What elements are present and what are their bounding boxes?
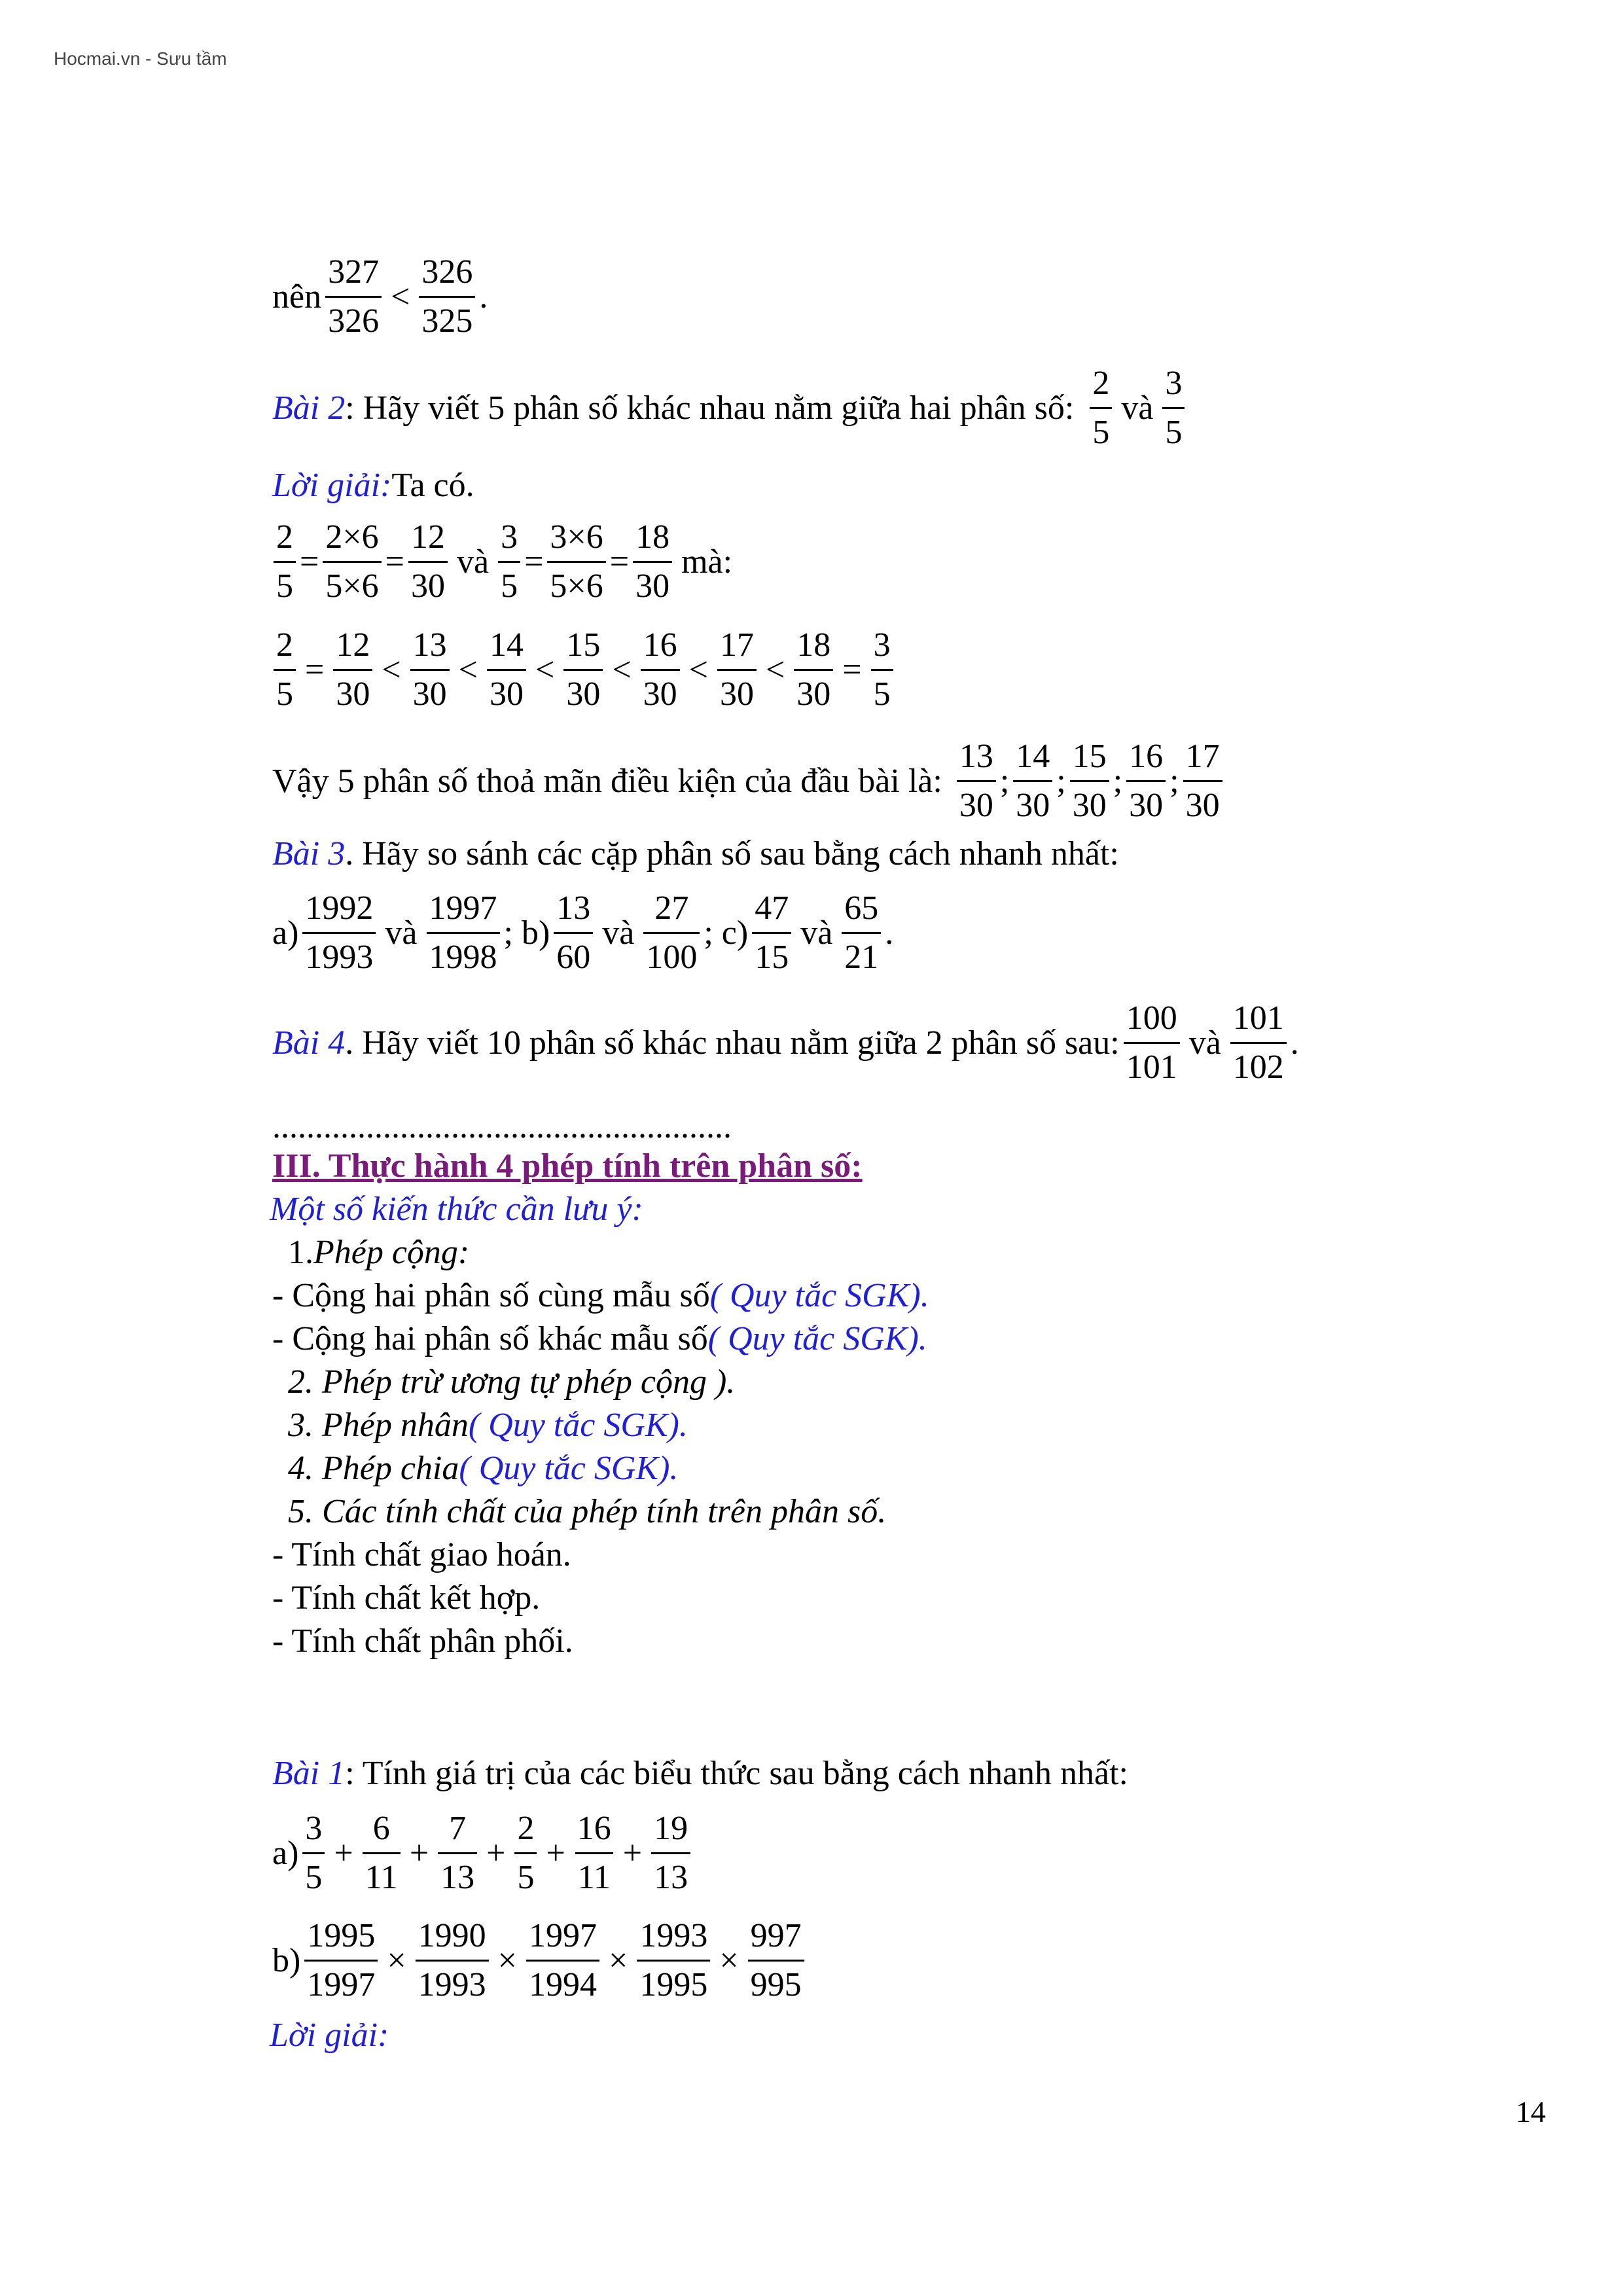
- rule-item: - Cộng hai phân số cùng mẫu số ( Quy tắc SGK).: [272, 1277, 929, 1314]
- fraction: $\frac{14}{30}$: [1013, 740, 1052, 823]
- fraction: $\frac{3}{5}$: [498, 520, 520, 603]
- fraction: $\frac{18}{30}$: [794, 628, 833, 711]
- intro-text: nên: [272, 278, 322, 315]
- fraction: $\frac{18}{30}$: [633, 520, 672, 603]
- conclusion-line: Vậy 5 phân số thoả mãn điều kiện của đầu bài là: $\frac{13}{30}$ ; $\frac{14}{30}$ ; $\frac{15}{30}$ ; $\frac{16}{30}$ ; $\frac{17}{30}$: [272, 740, 1226, 823]
- operator: ×: [387, 1942, 406, 1979]
- operator: ×: [719, 1942, 739, 1979]
- exercise-label: Bài 2: [272, 389, 346, 427]
- solution-label: Lời giải:: [272, 467, 392, 504]
- operator: <: [382, 651, 401, 689]
- fraction: $\frac{15}{30}$: [563, 628, 603, 711]
- fraction: $\frac{7}{13}$: [438, 1812, 477, 1895]
- fraction: $\frac{3}{5}$: [302, 1812, 325, 1895]
- operator: <: [765, 651, 785, 689]
- fraction: $\frac{3}{5}$: [871, 628, 893, 711]
- exercise-text: : Hãy viết 5 phân số khác nhau nằm giữa hai phân số:: [345, 389, 1075, 427]
- operator: <: [688, 651, 708, 689]
- fraction: $\frac{1992}{1993}$: [302, 891, 376, 975]
- conjunction: và: [1121, 389, 1154, 427]
- operator: =: [842, 651, 862, 689]
- fraction: $\frac{2}{5}$: [274, 520, 296, 603]
- operator: <: [391, 278, 410, 315]
- operator: <: [458, 651, 478, 689]
- fraction: $\frac{65}{21}$: [842, 891, 881, 975]
- rule-item: 1. Phép cộng:: [288, 1234, 470, 1271]
- exercise-1-line: [272, 1754, 1128, 1793]
- conclusion-text: Vậy 5 phân số thoả mãn điều kiện của đầu bài là:: [272, 762, 942, 800]
- rule-item: 4. Phép chia ( Quy tắc SGK).: [288, 1450, 679, 1487]
- rule-item: - Tính chất phân phối.: [272, 1623, 573, 1660]
- fraction: $\frac{12}{30}$: [408, 520, 448, 603]
- rule-item: - Tính chất kết hợp.: [272, 1579, 541, 1617]
- fraction: $\frac{19}{13}$: [651, 1812, 690, 1895]
- fraction: $\frac{100}{101}$: [1124, 1001, 1180, 1085]
- intro-line: [272, 255, 488, 338]
- fraction: $\frac{12}{30}$: [333, 628, 372, 711]
- fraction: $\frac{1997}{1998}$: [427, 891, 500, 975]
- exercise-label: Bài 3: [272, 835, 346, 872]
- fraction: $\frac{1995}{1997}$: [304, 1919, 378, 2002]
- fraction: $\frac{1993}{1995}$: [637, 1919, 710, 2002]
- operator: ×: [608, 1942, 628, 1979]
- fraction: $\frac{17}{30}$: [717, 628, 757, 711]
- fraction: $\frac{15}{30}$: [1070, 740, 1109, 823]
- fraction: $\frac{2}{5}$: [1090, 367, 1112, 450]
- solution-1-label: Lời giải:: [270, 2017, 389, 2054]
- fraction: $\frac{326}{325}$: [419, 255, 475, 338]
- fraction: $\frac{3}{5}$: [1162, 367, 1185, 450]
- fraction: $\frac{13}{30}$: [957, 740, 996, 823]
- fraction: $\frac{2}{5}$: [274, 628, 296, 711]
- expression-a: a) $\frac{3}{5}$ + $\frac{6}{11}$ + $\frac{7}{13}$ + $\frac{2}{5}$ + $\frac{16}{11}$ + $\frac{19}{13}$: [272, 1812, 694, 1895]
- exercise-4-line: Bài 4 . Hãy viết 10 phân số khác nhau nằm giữa 2 phân số sau: $\frac{100}{101}$ và $\frac{101}{102}$ .: [272, 999, 1299, 1086]
- fraction: $\frac{16}{11}$: [575, 1812, 614, 1895]
- fraction: $\frac{13}{30}$: [410, 628, 450, 711]
- fraction: $\frac{16}{30}$: [641, 628, 680, 711]
- dotted-separator: ......................................................: [272, 1108, 732, 1145]
- fraction: $\frac{2}{5}$: [514, 1812, 537, 1895]
- rule-item: 2. Phép trừ ương tự phép cộng ).: [288, 1363, 736, 1401]
- operator: +: [409, 1835, 429, 1872]
- rule-item: - Cộng hai phân số khác mẫu số ( Quy tắc SGK).: [272, 1320, 927, 1357]
- page-header-source: Hocmai.vn - Sưu tầm: [54, 48, 227, 69]
- fraction: $\frac{3\times 6}{5\times 6}$: [547, 520, 605, 603]
- fraction: $\frac{27}{100}$: [643, 891, 700, 975]
- section-note: Một số kiến thức cần lưu ý:: [270, 1191, 643, 1228]
- page-number: 14: [1516, 2095, 1546, 2128]
- fraction: $\frac{1990}{1993}$: [416, 1919, 489, 2002]
- equation-2: [270, 628, 897, 711]
- rule-item: 3. Phép nhân ( Quy tắc SGK).: [288, 1407, 688, 1444]
- expression-b: b) $\frac{1995}{1997}$ × $\frac{1990}{1993}$ × $\frac{1997}{1994}$ × $\frac{1993}{1995}$ × $\frac{997}{995}$: [272, 1919, 808, 2002]
- fraction: $\frac{47}{15}$: [752, 891, 791, 975]
- exercise-label: Bài 4: [272, 1024, 346, 1062]
- fraction: $\frac{1997}{1994}$: [526, 1919, 599, 2002]
- exercise-text: . Hãy so sánh các cặp phân số sau bằng cách nhanh nhất:: [345, 835, 1119, 872]
- fraction: $\frac{327}{326}$: [325, 255, 382, 338]
- operator: +: [546, 1835, 565, 1872]
- operator: +: [622, 1835, 643, 1872]
- solution-text: Ta có.: [391, 467, 474, 504]
- fraction: $\frac{101}{102}$: [1230, 1001, 1287, 1085]
- fraction: $\frac{13}{60}$: [554, 891, 593, 975]
- fraction: $\frac{16}{30}$: [1126, 740, 1166, 823]
- fraction: $\frac{17}{30}$: [1183, 740, 1222, 823]
- section-title: III. Thực hành 4 phép tính trên phân số:: [272, 1147, 863, 1185]
- rule-item: 5. Các tính chất của phép tính trên phân số.: [288, 1493, 887, 1530]
- operator: +: [334, 1835, 353, 1872]
- fraction: $\frac{6}{11}$: [363, 1812, 401, 1895]
- exercise-label: Bài 1: [272, 1755, 346, 1792]
- operator: +: [486, 1835, 506, 1872]
- fraction: $\frac{2\times 6}{5\times 6}$: [323, 520, 381, 603]
- equation-1: $\frac{2}{5}$ = $\frac{2\times 6}{5\times 6}$ = $\frac{12}{30}$ và $\frac{3}{5}$ = $\frac{3\times 6}{5\times 6}$ = $\frac{18}{30}$ mà:: [270, 520, 738, 603]
- exercise-text: . Hãy viết 10 phân số khác nhau nằm giữa 2 phân số sau:: [345, 1024, 1120, 1062]
- exercise-3-parts: a) $\frac{1992}{1993}$ và $\frac{1997}{1998}$ ; b) $\frac{13}{60}$ và $\frac{27}{100}$ ; c) $\frac{47}{15}$ và $\frac{65}{21}$ .: [272, 889, 894, 976]
- operator: <: [612, 651, 632, 689]
- operator: <: [535, 651, 555, 689]
- operator: ×: [497, 1942, 517, 1979]
- fraction: $\frac{997}{995}$: [748, 1919, 804, 2002]
- operator: =: [305, 651, 325, 689]
- exercise-text: : Tính giá trị của các biểu thức sau bằng cách nhanh nhất:: [345, 1755, 1129, 1792]
- solution-2-line: [272, 466, 474, 505]
- period: .: [479, 278, 488, 315]
- exercise-3-line: [272, 834, 1119, 873]
- rule-item: - Tính chất giao hoán.: [272, 1536, 571, 1573]
- exercise-2-line: [272, 367, 1188, 450]
- fraction: $\frac{14}{30}$: [487, 628, 526, 711]
